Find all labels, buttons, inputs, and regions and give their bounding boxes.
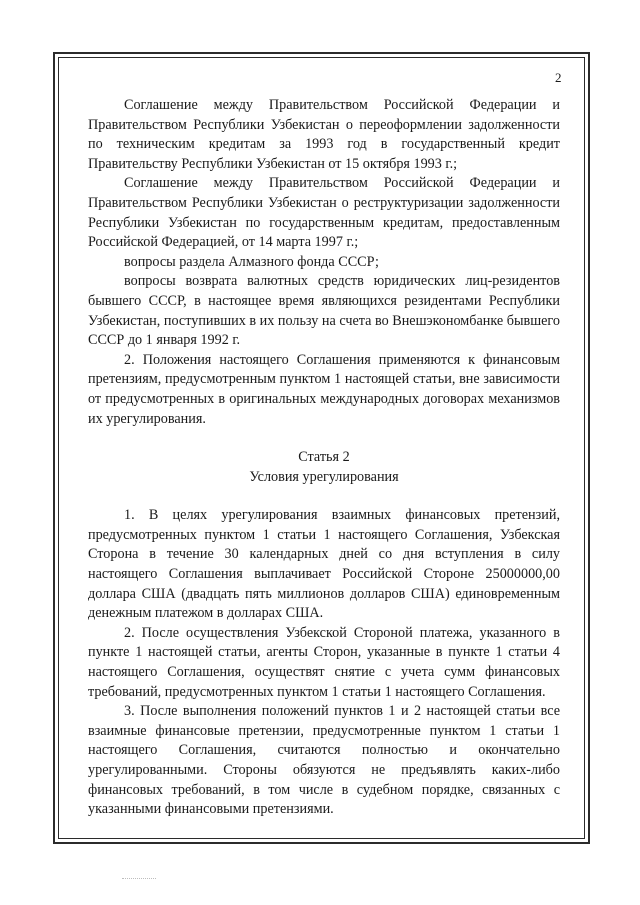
paragraph-agreement-1997: Соглашение между Правительством Российской Федерации и Правительством Республики Узбекистан о реструктуризации задолженности Республики Узбекистан по государственным кредитам, предоставленным Российской Федерацией, от 14 марта 1997 г.; — [88, 175, 560, 251]
article-paragraph-3: 3. После выполнения положений пунктов 1 и 2 настоящей статьи все взаимные финансовые претензии, предусмотренные пунктом 1 статьи 1 настоящего Соглашения, считаются полностью и окончательно урегулированными. Стороны обязуются не предъявлять каких-либо финансовых требований, в том числе в судебном порядке, связанных с указанными финансовыми претензиями. — [88, 703, 560, 818]
paragraph-diamond-fund: вопросы раздела Алмазного фонда СССР; — [124, 253, 379, 270]
paragraph-clause-2: 2. Положения настоящего Соглашения применяются к финансовым претензиям, предусмотренным пунктом 1 настоящей статьи, вне зависимости от предусмотренных в оригинальных международных договорах механизмов их урегулирования. — [88, 351, 560, 427]
article-title: Условия урегулирования — [249, 468, 399, 485]
page-number: 2 — [555, 70, 562, 85]
scan-artifact — [122, 878, 156, 885]
article-paragraph-2: 2. После осуществления Узбекской Стороной платежа, указанного в пункте 1 настоящей статьи, агенты Сторон, указанные в пункте 1 статьи 4 настоящего Соглашения, осуществят снятие с учета сумм финансовых требований, предусмотренных пунктом 1 статьи 1 настоящего Соглашения. — [88, 624, 560, 700]
paragraph-agreement-1993: Соглашение между Правительством Российской Федерации и Правительством Республики Узбекистан о переоформлении задолженности по техническим кредитам за 1993 год в государственный кредит Правительству Республики Узбекистан от 15 октября 1993 г.; — [88, 97, 560, 172]
article-paragraph-1: 1. В целях урегулирования взаимных финансовых претензий, предусмотренных пунктом 1 статьи 1 настоящего Соглашения, Узбекская Сторона в течение 30 календарных дней со дня вступления в силу настоящего Соглашения выплачивает Российской Стороне 25000000,00 доллара США (двадцать пять миллионов долларов США) единовременным денежным платежом в долларах США. — [88, 507, 560, 622]
document-body — [88, 96, 560, 820]
paragraph-currency-return: вопросы возврата валютных средств юридических лиц-резидентов бывшего СССР, в настоящее время являющихся резидентами Республики Узбекистан, поступивших в их пользу на счета во Внешэкономбанке бывшего СССР до 1 января 1992 г. — [88, 273, 560, 349]
article-number: Статья 2 — [298, 449, 350, 466]
